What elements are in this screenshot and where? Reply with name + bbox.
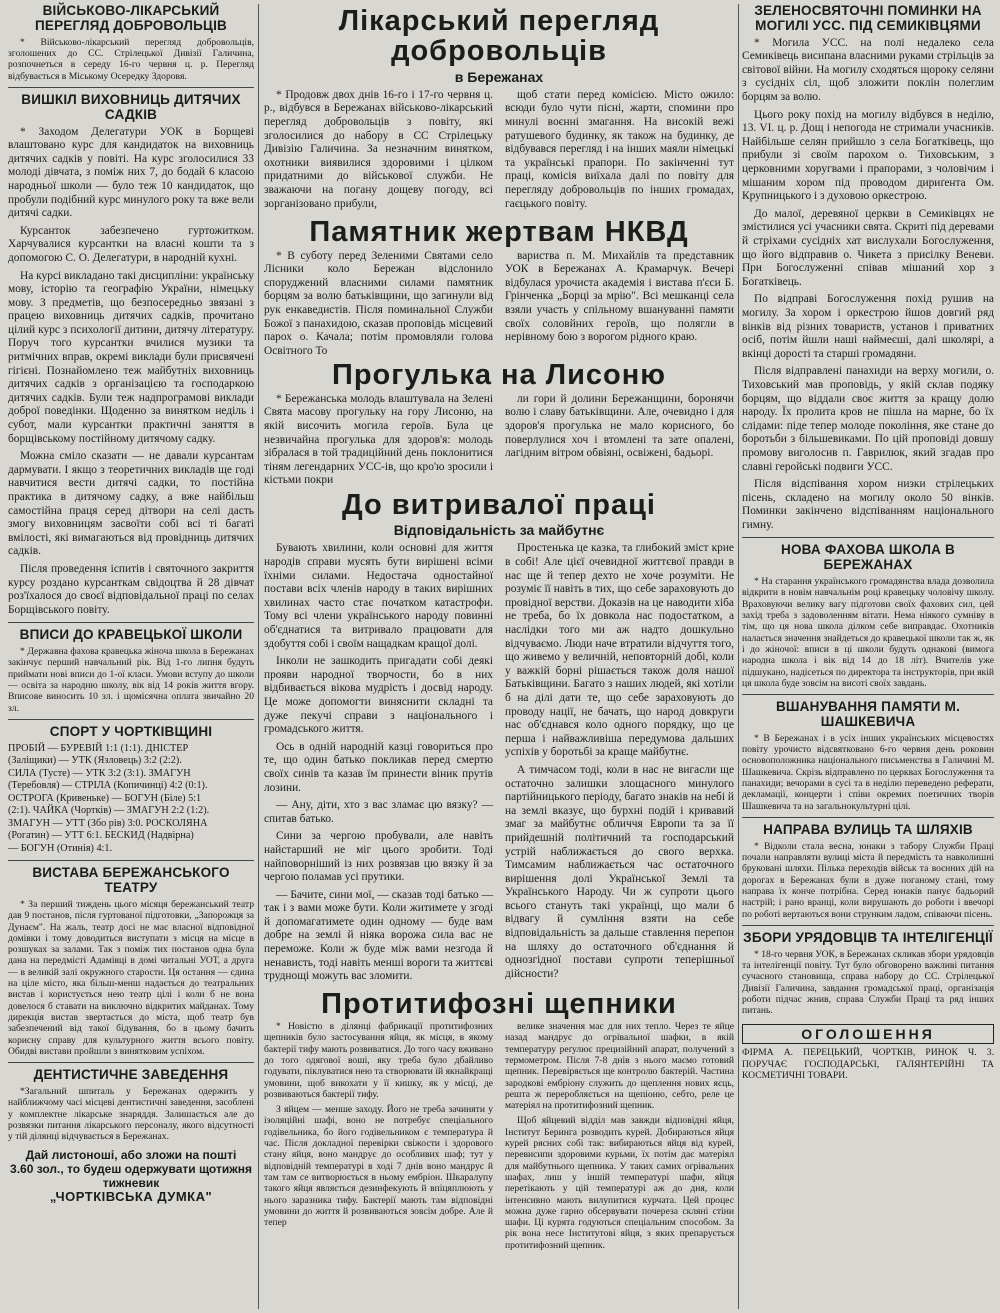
article-text: — Бачите, сини мої, — сказав тоді батько — так і з вами може бути. Коли житимете у згоді й допомагатимете один одному — буде вам добре на землі й ніяка ворожа сила вас не переможе. Коли ж буде між вами незгода й ненависть, тоді навіть менші вороги та життєві труднощі можуть вас зломити. bbox=[264, 888, 493, 983]
article-text: З яйцем — менше заходу. Його не треба зачиняти у ізоляційні шафі, воно не потребує спеціального годівельника, бо його годівельником є температура й час. Після докладної перевірки свіжости і здорового стану яйця, воно мандрує до особливих шаф; тут у відповідній температурі в ході 7 днів воно мандрує й там там се витворюється в ньому ембріон. Шкаралупу такого яйця являється дезинфекують й впіцяплюють у нього заразника тифу. Бактерії мають там відповідні умовини до життя й розвиваються зовсім добре. Але й тепер bbox=[264, 1104, 493, 1229]
divider bbox=[8, 87, 254, 88]
article-text: вариства п. М. Михайлів та представник УОК в Бережанах А. Крамарчук. Вечері відбулася урочиста академія і вистава п'єси Б. Грінченка „Борці за мрію". Всі мешканці села взяли участь у спільному вшануванні памяти своїх соловйних героїв, що полягли в нерівному бою з ворогом рідного краю. bbox=[505, 249, 734, 344]
article-officials-meeting bbox=[742, 931, 994, 1017]
article-text: Після відспівання хором низки стрілецьких пісень, складено на могилу около 50 вінків. Поминки закінчено відспіванням національного гимну. bbox=[742, 478, 994, 531]
article-text: *Загальний шпиталь у Бережанах одержить у найближчому часі місцеві дентистичні заведення, засоблені у комплектне лікарське знаряддя. Залишається але до розвязки питання лікарського персоналу, якого відсутності у тій ділянці відчувається в Бережанах. bbox=[8, 1086, 254, 1143]
result-line: (Рогатин) — УТТ 6:1. БЕСКИД (Надвірна) bbox=[8, 830, 194, 842]
article-shashkevych bbox=[742, 700, 994, 812]
left-column bbox=[8, 4, 254, 1204]
article-text: * Державна фахова кравецька жіноча школа в Бережанах закінчує перший навчальний рік. Від 1-го липня будуть приймати нові вписи до 1-ої класи. Умови вступу до школи — освіта за народню школу, вік від 14 років життя вгору. Вписове виносить 10 зл. і щомісячна оплата звичайно 20 зл. bbox=[8, 646, 254, 714]
article-text: Після відправлені панахиди на верху могили, о. Тиховський мав проповідь, у якій склав подяку борцям, що віддали своє життя за кращу долю народу. Їх пролита кров не пішла на марне, бо їх слідами: піде тепер молоде покоління, яке стане до боротьби з більшевиками. По цій проповіді довшу промову виголосив п. Гаврилюк, який згадав про славні геройські подвиги УСС. bbox=[742, 365, 994, 473]
article-text: * Бережанська молодь влаштувала на Зелені Свята масову прогульку на гору Лисоню, на якій височить могила героїв. Була це незвичайна прогулька для здоров'я: молодь зібралася в той традиційний день поклонитися тіням легендарних УСС-ів, що кро'ю зросили і кістьми покри bbox=[264, 392, 493, 487]
article-lysonia-trip bbox=[264, 360, 734, 488]
column-divider bbox=[258, 4, 259, 1309]
article-text: * Продовж двох днів 16-го і 17-го червня ц. р., відбувся в Бережанах військово-лікарський перегляд добровольців з повіту, які зголосилися до набору в СС Стрілецьку Дивізію Галичина. За незначним винятком, охотники виявилися здоровими і цілком придатними до військової служби. Не зважаючи на погану дощеву погоду, всі зорганізовано прибули, bbox=[264, 88, 493, 210]
headline: Лікарський перегляд добровольців bbox=[338, 5, 660, 68]
headline: Прогулька на Лисоню bbox=[331, 359, 667, 392]
article-text: Щоб яйцевий відділ мав завжди відповідні яйця, Інститут Беринга розводить курей. Добираються яйця курей рясних собі так: вибираються яйця від курей, перевисипи здоровими курьми, їх потім дає матеріял для майбутнього щепника. У таких самих огрівальних шафах, лиш у іншій температурі шафи, яйця перетікають у цій температурі аж до дня, коли інтенсивно мають вилупитися курчата. Цей процес можна дуже гарно обсервувати почереза скляні стіни шафи. Ці курята годуються спеціальним способом. За рік вона несе Інститутові яйця, з яких препарується протитифозний щепник. bbox=[505, 1115, 734, 1251]
right-column bbox=[742, 4, 994, 1081]
result-line: ЗМАГУН — УТТ (Збо рів) 3:0. РОСКОЛЯНА bbox=[8, 817, 208, 829]
article-text: На курсі викладано такі дисципліни: українську мову, історію та географію України, німецьку мову. З предметів, що безпосередньо звязані з працею виховниць дитячих садків, прочитано цілий курс з психології дитини, дитячу літературу. Поруч того курсантки вчилися музики та ритмічних вправ, окремі виклади були присвячені гігієні. Познайомлено теж майбутніх виховниць дитячих садків з організацією та господаркою дитячих садків. Були теж надпрограмові виклади доброї поведінки. Щоденно за винятком неділь і субот, мали курсантки практичні заняття в борщівському постійному дитячому садку. bbox=[8, 269, 254, 445]
result-line: ПРОБІЙ — БУРЕВІЙ 1:1 (1:1). ДНІСТЕР bbox=[8, 742, 189, 754]
article-text: * Заходом Делегатури УОК в Борщеві влаштовано курс для кандидаток на виховниць дитячих садків у повіті. На курс зголосилися 33 молоді дівчата, з поміж них 7, до бодай 6 класою народньої школи — було теж 10 кандидаток, що пробули подібний курс минулого року та вже вели дитячі садки. bbox=[8, 125, 254, 220]
article-body bbox=[264, 393, 734, 488]
subheadline: в Бережанах bbox=[454, 68, 544, 85]
article-sport bbox=[8, 725, 254, 855]
article-title: СПОРТ У ЧОРТКІВЩИНІ bbox=[49, 723, 213, 739]
subscription-ad bbox=[8, 1148, 254, 1204]
article-tailoring-school bbox=[8, 628, 254, 714]
article-title: ВИСТАВА БЕРЕЖАНСЬКОГО ТЕАТРУ bbox=[32, 865, 230, 896]
article-title: ВПИСИ ДО КРАВЕЦЬКОЇ ШКОЛИ bbox=[19, 627, 243, 643]
article-medical-review bbox=[264, 6, 734, 215]
divider bbox=[742, 537, 994, 538]
article-text: * За перший тиждень цього місяця бережанський театр дав 9 постанов, після гуртованої підготовки, „Запорожця за Дунаєм". На жаль, театр досі не має власної відповідної домівки і тому доводиться виступати з місця на місце в розшуках за залами. Так з поміж тих постанов одна була дана на передмісті Адамівці в домі читальні УОТ, а друга — в великій залі окружного старости. Ця остання — єдина на ціле місто, яка більш-менш надається до театральних вистав і користується нею театр цілі і коли б не вона довелося б ставати на виключно відкритих майданах. Тому дирекція вистав звертається до міста, щоб театр був забезпечений від такої бідування, бо в цьому бачить корисну справу для культурного життя всього повіту. Обидві вистави пройшли з винятковим успіхом. bbox=[8, 899, 254, 1057]
headline: До витривалої праці bbox=[342, 489, 656, 521]
article-text: А тимчасом тоді, коли в нас не вигасли ще остаточно залишки злощасного минулого партійницького періоду, багато знаків на небі й на землі вказує, що бурхні подій і кривавий змаг за майбутнє обличчя Европи та за її прийдешній політичний та господарський устрій наближається до свого верхка. Тимсамим наближається час остаточного вирішення долі Української Землі та Українського Народу. Чи ж супроти цього всього стануть такі українці, що мали б відвагу й сумління взяти на себе відповідальність за дальше ставлення перепон на шляху до остаточного об'єднання й однозгідної постави супроти теперішньої дійсности? bbox=[505, 763, 734, 980]
divider bbox=[742, 694, 994, 695]
article-text: — Ану, діти, хто з вас зламає цю вязку? — спитав батько. bbox=[264, 799, 493, 825]
headline: Протитифозні щепники bbox=[321, 987, 677, 1020]
article-text: Після проведення іспитів і святочного закриття курсу роздано курсанткам свідоцтва й 28 дівчат роз'їхалося до своєї відповідальної праці по селах Борщівського повіту. bbox=[8, 562, 254, 616]
divider bbox=[8, 622, 254, 623]
article-text: * Могила УСС. на полі недалеко села Семиківець висипана власними руками стрільців за світової війни. На могилу сходяться щороку селяни з сусідніх сіл, щоб зложити поклін полеглим борцям за волю. bbox=[742, 36, 994, 104]
article-text: * Відколи стала весна, юнаки з табору Служби Праці почали направляти вулиці міста й передмість та навколишні бруковані шляхи. Пілька переходів військ та воєнних дій на дорогах в Бережанах були в дуже поганому стані, тому направа їх конче потрібна. Серед юнаків панує бадьорий настрій; і рано вранці, коли вирушають до роботи і ввечорі по роботі вертаються вони струнким ладом, співаючи пісень. bbox=[742, 840, 994, 920]
article-text: Ось в одній народній казці говориться про те, що один батько покликав перед смертю своїх синів та казав їм принести віник прутів лозини. bbox=[264, 740, 493, 794]
article-text: Курсанток забезпечено гуртожитком. Харчувалися курсантки на власні кошти та з допомогою С. О. Делегатури, в народній кухні. bbox=[8, 224, 254, 264]
middle-column bbox=[264, 4, 734, 1251]
article-text: * Військово-лікарський перегляд добровольців, зголошених до СС. Стрілецької Дивізії Галичина, розпочнеться в середу 16-го червня ц. р. Перегляд відбувається в Міському Осередку Здоровя. bbox=[8, 36, 254, 82]
article-title: ЗЕЛЕНОСВЯТОЧНІ ПОМИНКИ НА МОГИЛІ УСС. ПІД СЕМИКІВЦЯМИ bbox=[754, 3, 982, 33]
article-persistent-work bbox=[264, 490, 734, 987]
article-text: Цього року похід на могилу відбувся в неділю, 13. VI. ц. р. Дощ і непогода не стримали учасників. Найбільше селян прийшло з села Богатківець, що прибули зі своїм парохом о. Тиховським, з церковними хоругвами і прапорами, з чоловічим і мішаним хором під проводом дириґента Ом. Крупницького і з духовою оркестрою. bbox=[742, 108, 994, 203]
divider bbox=[8, 860, 254, 861]
article-typhus-vaccines bbox=[264, 989, 734, 1251]
ad-newspaper-name: „ЧОРТКІВСЬКА ДУМКА" bbox=[49, 1189, 213, 1205]
article-text: * В Бережанах і в усіх інших українських місцевостях повіту урочисто відсвятковано 6-го червня день роковин основоположника національного письменства в Галичині М. Шашкевича. Скрізь відправлено по церквах Богослуження та панахиди; вечорами в сусі та в неділю переведено реферати, декламації, концерти і співи окремих поетичних творів Шашкевича та на загальнокультурні цілі. bbox=[742, 732, 994, 812]
article-text: Сини за чергою пробували, але навіть найстарший не міг цього зробити. Тоді найповорніший із них розвязав цю вязку й за чергою поламав усі прутики. bbox=[264, 830, 493, 884]
article-text: Можна сміло сказати — не давали курсантам дармувати. І якщо з теоретичних викладів ще годі навчитися вести дитячі садки, то постійна практика в дитячому садку, а вже найбільш самостійна праця серед дітвори на селі дасть змогу виховницям засвоїти собі всі ті багаті вмілості, які вимагаються від провідниць дитячих садків. bbox=[8, 450, 254, 558]
article-title: ВШАНУВАННЯ ПАМЯТИ М. ШАШКЕВИЧА bbox=[775, 699, 961, 729]
article-text: ли гори й долини Бережанщини, боронячи волю і славу батьківщини. Але, очевидно і для здоров'я прогулька не мало корисного, бо поверлулися хоч і втомлені та зате опалені, лагідним вітром обвіяні, освіжені, бадьорі. bbox=[505, 392, 734, 460]
article-nkvd-monument bbox=[264, 217, 734, 358]
article-title: НАПРАВА ВУЛИЦЬ ТА ШЛЯХІВ bbox=[763, 821, 973, 837]
article-new-school bbox=[742, 543, 994, 689]
subheadline: Відповідальність за майбутнє bbox=[393, 522, 605, 539]
article-body bbox=[264, 1021, 734, 1251]
article-medical-review-announcement bbox=[8, 4, 254, 82]
result-line: — БОГУН (Отинія) 4:1. bbox=[8, 842, 113, 854]
sport-results bbox=[8, 743, 254, 856]
article-text: * 18-го червня УОК, в Бережанах скликав збори урядовців та інтелігенції повіту. Тут було обговорено важливі питання сучасного становища, справа набору до СС. Стрілецької Дивізії Галичина, завдання громадської праці, організація роботи підчас жнив, справа Служби Праці та ряд інших питань. bbox=[742, 948, 994, 1017]
article-title: ВИШКІЛ ВИХОВНИЦЬ ДИТЯЧИХ САДКІВ bbox=[21, 91, 241, 122]
article-text: Інколи не зашкодить пригадати собі деякі прояви народної творчости, бо в них відбивається вікова мудрість і досвід народу. Це може допомогти виняснити складні та дуже пекучі справи з національного і громадського життя. bbox=[264, 655, 493, 736]
result-line: ОСТРОГА (Кривеньке) — БОГУН (Біле) 5:1 bbox=[8, 792, 202, 804]
divider bbox=[742, 925, 994, 926]
article-title: ЗБОРИ УРЯДОВЦІВ ТА ІНТЕЛІГЕНЦІЇ bbox=[743, 929, 993, 945]
article-text: По відправі Богослуження похід рушив на могилу. За хором і оркестрою йшов довгий ряд вінків від різних товариств, установ і приватних осіб, потім йшли наші наймеєші, далі школярі, а вкінці дорості та старші громадяни. bbox=[742, 293, 994, 360]
article-road-repair bbox=[742, 823, 994, 920]
article-body bbox=[264, 542, 734, 986]
article-text: Бувають хвилини, коли основні для життя народів справи мусять бути вирішені всіми їхніми силами. Недостача одностайної постави всіх членів народу в таких вирішних хвилинах часто стає початком катастрофи. Тому всі члени українського народу повинні об'єднатися та витривало працювати для здобуття собі і своїм нащадкам кращої долі. bbox=[264, 542, 493, 650]
divider bbox=[742, 817, 994, 818]
article-text: Простенька це казка, та глибокий зміст крие в собі! Але цієї очевидної життєвої правди в нас ще й тепер дехто не хоче розуміти. Не розуміє її навіть в тих, що себе зараховують до провідної верстви. Доказів на це наводити хіба не треба, бо їх довкола нас подостатком, а наслідки того ми аж надто дошкульно відчуваємо. Люди наче втратили відчуття того, що живемо у величній, неповторній добі, коли у важкій борні рішається також доля нашої Батьківщини. Багато з наших людей, які хотіли б на ділі дати те, що себе зараховують до проводу нації, не бачать, що народ довкруги нас об'єднався коло одного порядку, що це перша і найважливіша передумова дальших успіхів у боротьбі за краще майбутнє. bbox=[505, 542, 734, 759]
firm-ad: ФІРМА А. ПЕРЕЦЬКИЙ, ЧОРТКІВ, РИНОК Ч. 3. ПОРУЧАЄ ГОСПОДАРСЬКІ, ГАЛЯНТЕРІЙНІ ТА КОСМЕТИЧНІ ТОВАРИ. bbox=[742, 1047, 994, 1081]
article-theatre bbox=[8, 866, 254, 1057]
article-dentistry bbox=[8, 1068, 254, 1142]
article-title: ДЕНТИСТИЧНЕ ЗАВЕДЕННЯ bbox=[33, 1067, 229, 1083]
article-text: щоб стати перед комісією. Місто ожило: всюди було чути пісні, жарти, спомини про минулі воєнні змагання. На високій вежі ратушевого будинку, як також на будинку, де відбувався перегляд і на інших маяли німецькі та українські прапори. По закінченні тут праці, комісія виїхала далі по повіту для перегляду добровольців по інших громадах, гаєцького повіту. bbox=[505, 88, 734, 210]
article-text: До малої, деревяної церкви в Семиківцях не змістилися усі учасники свята. Скриті під деревами й стріхами сусідніх хат вислухали Богослуження, що його відправив о. Чикета з присілку Веневи. При Богослуженні співав мішаний хор з Богатківець. bbox=[742, 207, 994, 288]
result-line: (Теребовля) — СТРІЛА (Копичинці) 4:2 (0:1). bbox=[8, 780, 208, 792]
divider bbox=[8, 719, 254, 720]
article-title: НОВА ФАХОВА ШКОЛА В БЕРЕЖАНАХ bbox=[781, 542, 955, 573]
article-title: ВІЙСЬКОВО-ЛІКАРСЬКИЙ ПЕРЕГЛЯД ДОБРОВОЛЬЦІВ bbox=[34, 3, 228, 33]
column-divider bbox=[738, 4, 739, 1309]
headline: Памятник жертвам НКВД bbox=[309, 216, 689, 249]
result-line: СИЛА (Тусте) — УТК 3:2 (3:1). ЗМАГУН bbox=[8, 767, 191, 779]
result-line: (Заліщики) — УТК (Язловець) 3:2 (2:2). bbox=[8, 755, 182, 767]
article-text: * Новістю в ділянці фабрикації протитифозних щепників було застосування яйця, як місця, в якому бактерії тифу мають розвиватися. До того часу вживано до того одягової вошi, яку треба було дбайливо годувати, піклуватися нею та створювати їй якнайкращі умовини, щоб викохати у її кишку, як у місці, де розвиваються бактерії тифу. bbox=[264, 1021, 493, 1100]
announcements-header: ОГОЛОШЕННЯ bbox=[742, 1024, 994, 1044]
article-text: велике значення має для них тепло. Через те яйце назад мандрує до огрівальної шафки, в якій температуру реґулює прецизійний апарат, получений з термометром. Після 7-8 днів з нього маємо готовий щепник. Перевіряється ще контролю бактерій. Частина зародкові ембріону служить до щеплення нових яєць, решта ж переробляється на щепіоню, себто, реле це матеріял на протитифозний щепник. bbox=[505, 1021, 734, 1112]
article-grave-commemoration bbox=[742, 4, 994, 532]
ad-line: Дай листоноші, або зложи на пошті bbox=[25, 1148, 237, 1163]
article-text: * В суботу перед Зеленими Святами село Лісники коло Бережан відслонило споруджений власними силами памятник борцям за волю батьківщини, що загинули від рук енкаведистів. Після поминальної Служби Божої з панахидою, сказав проповідь місцевий парох о. Качала; потім промовляли голова Освітного То bbox=[264, 249, 493, 357]
ad-line: 3.60 зол., то будеш одержувати щотижня тижневик bbox=[10, 1162, 252, 1191]
article-body bbox=[264, 250, 734, 359]
article-text: * На старання українського громадянства влада дозволила відкрити в новім навчальнім році кравецьку чоловічу школу. Враховуючи велику вагу підготови своїх фахових сил, цей захід треба з задоволенням вітати. Нема ніякого сумніву в тім, що ця нова школа ділком себе виправдає. Охотників налається значення знайдеться до кравецької школи так ж, як і до жіночої: вписи в ці школи будуть однакові (вимога народна школа і вік від 14 до 18 літ). Вчителів уже підшукано, надісеться по директора та інструкторів, при якій ця школа буде зовсім на висоті своїх завдань. bbox=[742, 576, 994, 689]
divider bbox=[8, 1062, 254, 1063]
result-line: (2:1). ЧАЙКА (Чортків) — ЗМАГУН 2:2 (1:2). bbox=[8, 805, 210, 817]
article-kindergarten-training bbox=[8, 93, 254, 617]
article-body bbox=[264, 89, 734, 215]
